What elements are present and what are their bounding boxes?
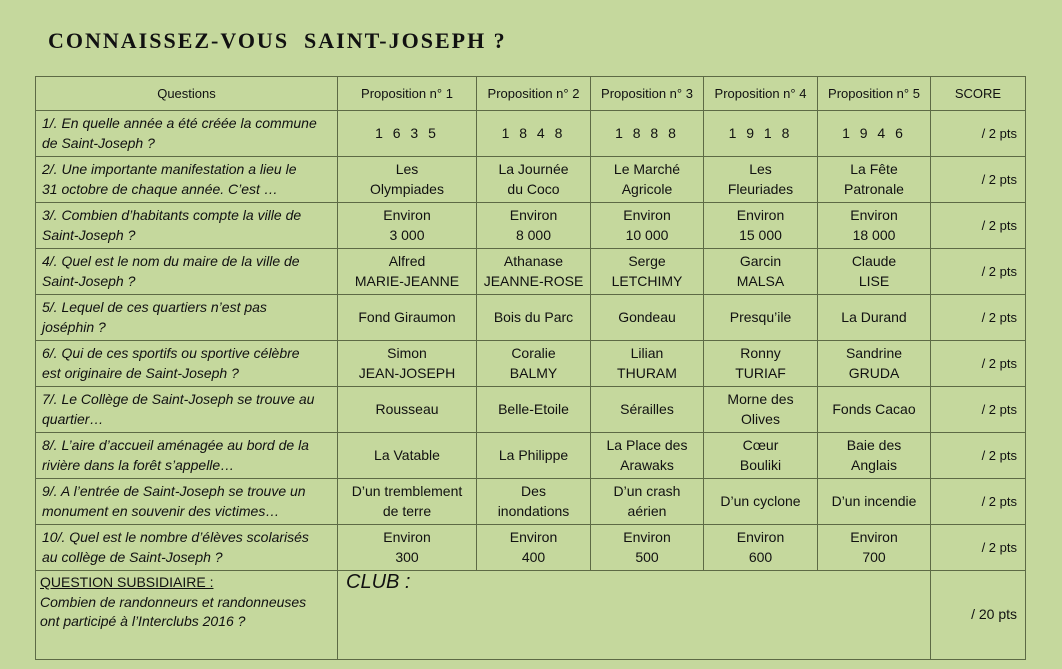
subsidiary-line: Combien de randonneurs et randonneuses bbox=[40, 593, 307, 610]
question-row bbox=[36, 111, 1026, 157]
proposition-line: La Fête bbox=[850, 161, 898, 177]
proposition-line: Environ bbox=[623, 207, 671, 223]
question-row bbox=[36, 295, 1026, 341]
proposition-line: Bouliki bbox=[739, 456, 782, 473]
proposition-line: D’un incendie bbox=[831, 492, 917, 509]
proposition-line: Fleuriades bbox=[727, 180, 794, 197]
proposition-line: MALSA bbox=[736, 272, 785, 289]
proposition-line: Morne des bbox=[727, 391, 794, 407]
proposition-3 bbox=[591, 433, 704, 479]
proposition-line: Olympiades bbox=[370, 180, 444, 197]
proposition-3 bbox=[591, 525, 704, 571]
proposition-4 bbox=[704, 203, 818, 249]
proposition-4 bbox=[704, 295, 818, 341]
header-proposition-1: Proposition n° 1 bbox=[338, 77, 477, 111]
proposition-5 bbox=[818, 387, 931, 433]
proposition-line: 1 8 8 8 bbox=[615, 124, 679, 141]
question-line: 31 octobre de chaque année. C’est … bbox=[42, 180, 278, 197]
proposition-1 bbox=[338, 479, 477, 525]
proposition-line: 300 bbox=[395, 548, 419, 565]
proposition-1 bbox=[338, 111, 477, 157]
question-text bbox=[36, 249, 338, 295]
proposition-2 bbox=[477, 433, 591, 479]
proposition-line: Environ bbox=[383, 529, 431, 545]
question-text bbox=[36, 341, 338, 387]
question-line: 1/. En quelle année a été créée la commune bbox=[42, 115, 317, 131]
proposition-line: Des bbox=[521, 483, 546, 499]
proposition-1 bbox=[338, 203, 477, 249]
proposition-line: Cœur bbox=[742, 437, 779, 453]
proposition-line: Environ bbox=[509, 529, 558, 545]
proposition-1 bbox=[338, 433, 477, 479]
proposition-line: Olives bbox=[741, 410, 780, 427]
proposition-4 bbox=[704, 341, 818, 387]
header-proposition-4: Proposition n° 4 bbox=[704, 77, 818, 111]
proposition-5 bbox=[818, 295, 931, 341]
page-title: CONNAISSEZ-VOUS SAINT-JOSEPH ? bbox=[48, 28, 507, 53]
proposition-line: JEANNE-ROSE bbox=[483, 272, 584, 289]
proposition-line: 400 bbox=[521, 548, 546, 565]
proposition-2 bbox=[477, 157, 591, 203]
proposition-line: GRUDA bbox=[848, 364, 900, 381]
proposition-line: Environ bbox=[736, 529, 785, 545]
subsidiary-title: QUESTION SUBSIDIAIRE : bbox=[40, 574, 214, 590]
proposition-2 bbox=[477, 249, 591, 295]
proposition-line: 600 bbox=[748, 548, 773, 565]
proposition-line: Presqu’ile bbox=[729, 308, 792, 325]
question-text bbox=[36, 387, 338, 433]
proposition-line: THURAM bbox=[617, 364, 677, 381]
proposition-line: La Vatable bbox=[374, 446, 440, 463]
question-text bbox=[36, 525, 338, 571]
proposition-line: Patronale bbox=[844, 180, 904, 197]
header-score: SCORE bbox=[931, 77, 1026, 111]
proposition-2 bbox=[477, 525, 591, 571]
proposition-3 bbox=[591, 341, 704, 387]
total-score: / 20 pts bbox=[931, 571, 1026, 660]
proposition-line: Ronny bbox=[740, 345, 781, 361]
score-cell: / 2 pts bbox=[931, 203, 1026, 249]
proposition-line: 3 000 bbox=[389, 226, 425, 243]
proposition-line: D’un crash bbox=[613, 483, 681, 499]
proposition-2 bbox=[477, 111, 591, 157]
proposition-line: aérien bbox=[627, 502, 667, 519]
proposition-line: Belle-Etoile bbox=[498, 400, 569, 417]
proposition-line: D’un tremblement bbox=[351, 483, 463, 499]
proposition-2 bbox=[477, 387, 591, 433]
proposition-4 bbox=[704, 157, 818, 203]
proposition-line: Gondeau bbox=[618, 308, 676, 325]
proposition-line: du Coco bbox=[507, 180, 560, 197]
proposition-3 bbox=[591, 157, 704, 203]
proposition-4 bbox=[704, 525, 818, 571]
proposition-1 bbox=[338, 249, 477, 295]
question-line: 7/. Le Collège de Saint-Joseph se trouve au bbox=[42, 391, 315, 407]
proposition-line: Les bbox=[749, 161, 772, 177]
proposition-line: Baie des bbox=[846, 437, 902, 453]
proposition-line: Serge bbox=[628, 253, 666, 269]
question-line: au collège de Saint-Joseph ? bbox=[42, 548, 223, 565]
proposition-line: Fonds Cacao bbox=[832, 400, 916, 417]
club-answer-cell bbox=[338, 571, 931, 660]
score-cell: / 2 pts bbox=[931, 111, 1026, 157]
proposition-line: 15 000 bbox=[739, 226, 782, 243]
proposition-4 bbox=[704, 249, 818, 295]
proposition-1 bbox=[338, 295, 477, 341]
proposition-1 bbox=[338, 387, 477, 433]
proposition-2 bbox=[477, 295, 591, 341]
proposition-5 bbox=[818, 157, 931, 203]
proposition-5 bbox=[818, 111, 931, 157]
header-proposition-3: Proposition n° 3 bbox=[591, 77, 704, 111]
question-text bbox=[36, 433, 338, 479]
proposition-line: Agricole bbox=[621, 180, 673, 197]
header-row bbox=[36, 77, 1026, 111]
question-text bbox=[36, 295, 338, 341]
question-text bbox=[36, 479, 338, 525]
proposition-line: de terre bbox=[382, 502, 432, 519]
proposition-line: Simon bbox=[387, 345, 427, 361]
proposition-line: Coralie bbox=[511, 345, 556, 361]
proposition-line: TURIAF bbox=[735, 364, 786, 381]
question-row bbox=[36, 525, 1026, 571]
proposition-line: 500 bbox=[635, 548, 659, 565]
proposition-line: Alfred bbox=[388, 253, 426, 269]
question-line: 10/. Quel est le nombre d’élèves scolarisés bbox=[42, 529, 309, 545]
question-line: 9/. A l’entrée de Saint-Joseph se trouve un bbox=[42, 483, 306, 499]
proposition-line: La Place des bbox=[606, 437, 688, 453]
proposition-4 bbox=[704, 479, 818, 525]
proposition-1 bbox=[338, 157, 477, 203]
question-line: 2/. Une importante manifestation a lieu le bbox=[42, 161, 297, 177]
proposition-line: Environ bbox=[383, 207, 431, 223]
question-line: Saint-Joseph ? bbox=[42, 226, 136, 243]
proposition-3 bbox=[591, 111, 704, 157]
proposition-line: Athanase bbox=[503, 253, 564, 269]
proposition-line: 700 bbox=[862, 548, 886, 565]
score-cell: / 2 pts bbox=[931, 387, 1026, 433]
proposition-5 bbox=[818, 525, 931, 571]
proposition-line: Environ bbox=[736, 207, 785, 223]
proposition-line: Sérailles bbox=[620, 400, 674, 417]
proposition-line: MARIE-JEANNE bbox=[354, 272, 460, 289]
subsidiary-line: ont participé à l’Interclubs 2016 ? bbox=[40, 613, 246, 629]
proposition-line: JEAN-JOSEPH bbox=[358, 364, 456, 381]
proposition-3 bbox=[591, 295, 704, 341]
score-cell: / 2 pts bbox=[931, 157, 1026, 203]
question-line: est originaire de Saint-Joseph ? bbox=[42, 364, 239, 381]
proposition-line: Anglais bbox=[851, 456, 897, 473]
question-text bbox=[36, 111, 338, 157]
proposition-2 bbox=[477, 479, 591, 525]
question-row bbox=[36, 387, 1026, 433]
proposition-line: La Durand bbox=[841, 308, 907, 325]
proposition-line: Sandrine bbox=[845, 345, 903, 361]
club-label: CLUB : bbox=[346, 571, 411, 593]
proposition-1 bbox=[338, 525, 477, 571]
question-line: Saint-Joseph ? bbox=[42, 272, 136, 289]
question-row bbox=[36, 157, 1026, 203]
proposition-line: Environ bbox=[850, 207, 898, 223]
proposition-line: Claude bbox=[851, 253, 897, 269]
proposition-line: Arawaks bbox=[620, 456, 674, 473]
proposition-4 bbox=[704, 111, 818, 157]
proposition-5 bbox=[818, 433, 931, 479]
proposition-line: D’un cyclone bbox=[720, 492, 801, 509]
proposition-line: 1 6 3 5 bbox=[375, 124, 439, 141]
proposition-5 bbox=[818, 249, 931, 295]
proposition-3 bbox=[591, 203, 704, 249]
proposition-1 bbox=[338, 341, 477, 387]
proposition-2 bbox=[477, 341, 591, 387]
proposition-5 bbox=[818, 479, 931, 525]
quiz-table bbox=[35, 76, 1026, 660]
question-row bbox=[36, 203, 1026, 249]
proposition-line: Bois du Parc bbox=[493, 308, 574, 325]
proposition-line: 1 9 1 8 bbox=[728, 124, 793, 141]
proposition-line: Le Marché bbox=[613, 161, 681, 177]
proposition-line: Environ bbox=[623, 529, 671, 545]
question-row bbox=[36, 249, 1026, 295]
question-line: rivière dans la forêt s’appelle… bbox=[42, 456, 235, 473]
proposition-3 bbox=[591, 387, 704, 433]
proposition-4 bbox=[704, 387, 818, 433]
score-cell: / 2 pts bbox=[931, 525, 1026, 571]
proposition-line: La Journée bbox=[498, 161, 569, 177]
proposition-line: Garcin bbox=[739, 253, 782, 269]
score-cell: / 2 pts bbox=[931, 295, 1026, 341]
proposition-2 bbox=[477, 203, 591, 249]
header-proposition-5: Proposition n° 5 bbox=[818, 77, 931, 111]
subsidiary-row bbox=[36, 571, 1026, 660]
subsidiary-question bbox=[36, 571, 338, 660]
score-cell: / 2 pts bbox=[931, 341, 1026, 387]
question-line: 3/. Combien d’habitants compte la ville de bbox=[42, 207, 302, 223]
proposition-line: Lilian bbox=[630, 345, 664, 361]
proposition-4 bbox=[704, 433, 818, 479]
score-cell: / 2 pts bbox=[931, 433, 1026, 479]
question-line: 6/. Qui de ces sportifs ou sportive célèbre bbox=[42, 345, 300, 361]
score-cell: / 2 pts bbox=[931, 249, 1026, 295]
proposition-5 bbox=[818, 341, 931, 387]
proposition-line: Fond Giraumon bbox=[358, 308, 456, 325]
proposition-line: BALMY bbox=[509, 364, 558, 381]
header-proposition-2: Proposition n° 2 bbox=[477, 77, 591, 111]
proposition-line: 8 000 bbox=[515, 226, 552, 243]
question-row bbox=[36, 341, 1026, 387]
question-row bbox=[36, 479, 1026, 525]
question-line: 4/. Quel est le nom du maire de la ville de bbox=[42, 253, 300, 269]
question-line: monument en souvenir des victimes… bbox=[42, 502, 280, 519]
question-line: quartier… bbox=[42, 410, 104, 427]
proposition-3 bbox=[591, 249, 704, 295]
proposition-line: Environ bbox=[850, 529, 898, 545]
proposition-line: 10 000 bbox=[625, 226, 669, 243]
proposition-5 bbox=[818, 203, 931, 249]
question-line: joséphin ? bbox=[42, 318, 106, 335]
header-questions: Questions bbox=[36, 77, 338, 111]
question-row bbox=[36, 433, 1026, 479]
question-line: 8/. L’aire d’accueil aménagée au bord de la bbox=[42, 437, 309, 453]
proposition-line: 18 000 bbox=[852, 226, 896, 243]
proposition-line: Rousseau bbox=[375, 400, 439, 417]
proposition-line: 1 8 4 8 bbox=[501, 124, 566, 141]
proposition-line: 1 9 4 6 bbox=[842, 124, 906, 141]
question-line: 5/. Lequel de ces quartiers n’est pas bbox=[42, 299, 267, 315]
score-cell: / 2 pts bbox=[931, 479, 1026, 525]
question-text bbox=[36, 203, 338, 249]
proposition-line: LISE bbox=[858, 272, 890, 289]
proposition-line: La Philippe bbox=[498, 446, 569, 463]
proposition-line: inondations bbox=[497, 502, 570, 519]
proposition-line: LETCHIMY bbox=[611, 272, 683, 289]
question-line: de Saint-Joseph ? bbox=[42, 134, 155, 151]
proposition-line: Les bbox=[395, 161, 419, 177]
proposition-line: Environ bbox=[509, 207, 558, 223]
proposition-3 bbox=[591, 479, 704, 525]
question-text bbox=[36, 157, 338, 203]
